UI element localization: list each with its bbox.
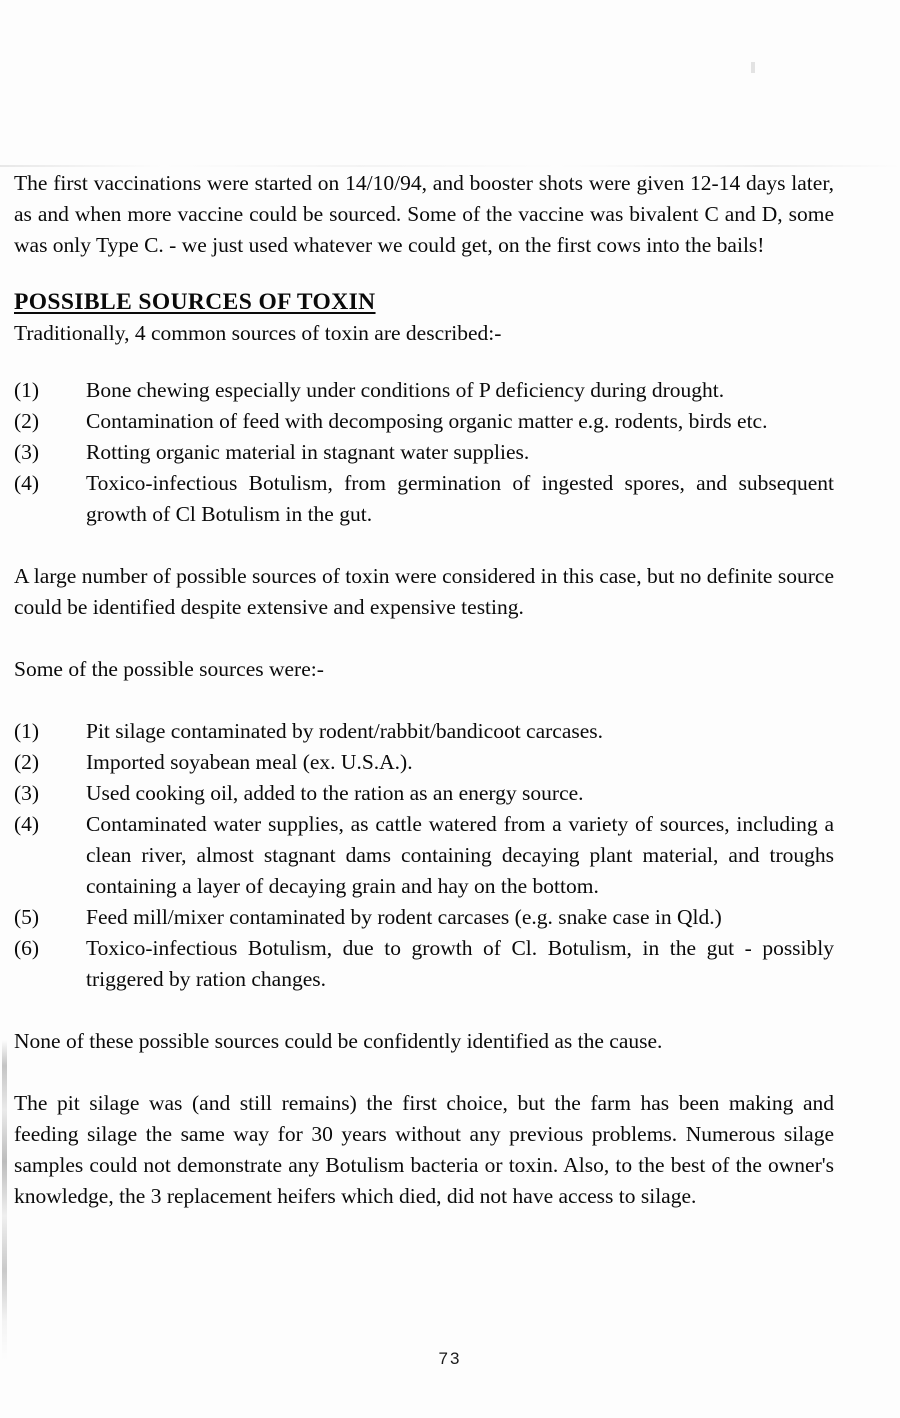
traditional-sources-list	[14, 375, 834, 530]
list-item	[14, 375, 834, 406]
scan-artifact-top-edge	[0, 165, 900, 167]
page-content	[14, 168, 834, 1212]
list-item-marker: (6)	[14, 936, 40, 960]
spacer	[14, 349, 834, 375]
list-item-text: Contamination of feed with decomposing organic matter e.g. rodents, birds etc.	[86, 409, 768, 433]
possible-sources-lead-in: Some of the possible sources were:-	[14, 657, 324, 681]
traditional-sources-lead-in: Traditionally, 4 common sources of toxin are described:-	[14, 321, 502, 345]
list-item-marker: (2)	[14, 750, 40, 774]
none-identified-paragraph: None of these possible sources could be confidently identified as the cause.	[14, 1029, 663, 1053]
spacer	[14, 530, 834, 561]
list-item-text: Rotting organic material in stagnant water supplies.	[86, 440, 530, 464]
list-item-marker: (3)	[14, 781, 40, 805]
spacer	[14, 261, 834, 287]
section-heading: POSSIBLE SOURCES OF TOXIN	[14, 289, 376, 315]
list-item-text: Contaminated water supplies, as cattle watered from a variety of sources, including a clean river, almost stagnant dams containing decaying plant material, and troughs containing a layer of decaying grain and hay on the bottom.	[86, 812, 834, 898]
list-item-text: Pit silage contaminated by rodent/rabbit/bandicoot carcases.	[86, 719, 604, 743]
spacer	[14, 1057, 834, 1088]
list-item-text: Toxico-infectious Botulism, from germination of ingested spores, and subsequent growth of Cl Botulism in the gut.	[86, 471, 834, 526]
possible-sources-list	[14, 716, 834, 995]
list-item-text: Imported soyabean meal (ex. U.S.A.).	[86, 750, 413, 774]
list-item	[14, 933, 834, 995]
spacer	[14, 685, 834, 716]
list-item	[14, 406, 834, 437]
intro-paragraph: The first vaccinations were started on 14/10/94, and booster shots were given 12-14 days later, as and when more vaccine could be sourced. Some of the vaccine was bivalent C and D, some was only Type C. - we just used whatever we could get, on the first cows into the bails!	[14, 171, 834, 257]
scan-artifact-speck	[751, 62, 755, 73]
list-item	[14, 468, 834, 530]
list-item	[14, 747, 834, 778]
list-item-marker: (4)	[14, 812, 40, 836]
spacer	[14, 995, 834, 1026]
list-item	[14, 437, 834, 468]
list-item-marker: (3)	[14, 440, 40, 464]
list-item-marker: (2)	[14, 409, 40, 433]
list-item-text: Bone chewing especially under conditions of P deficiency during drought.	[86, 378, 725, 402]
list-item	[14, 716, 834, 747]
silage-paragraph: The pit silage was (and still remains) the first choice, but the farm has been making and feeding silage the same way for 30 years without any previous problems. Numerous silage samples could not demonstrate any Botulism bacteria or toxin. Also, to the best of the owner's knowledge, the 3 replacement heifers which died, did not have access to silage.	[14, 1091, 834, 1208]
scan-artifact-left-edge	[2, 1040, 7, 1360]
list-item-marker: (1)	[14, 378, 40, 402]
list-item	[14, 902, 834, 933]
list-item-marker: (1)	[14, 719, 40, 743]
list-item-text: Used cooking oil, added to the ration as an energy source.	[86, 781, 584, 805]
list-item	[14, 809, 834, 902]
list-item-marker: (5)	[14, 905, 40, 929]
spacer	[14, 623, 834, 654]
consideration-paragraph: A large number of possible sources of toxin were considered in this case, but no definite source could be identified despite extensive and expensive testing.	[14, 564, 834, 619]
list-item	[14, 778, 834, 809]
list-item-marker: (4)	[14, 471, 40, 495]
list-item-text: Toxico-infectious Botulism, due to growth of Cl. Botulism, in the gut - possibly triggered by ration changes.	[86, 936, 834, 991]
page-number: 73	[438, 1349, 462, 1368]
list-item-text: Feed mill/mixer contaminated by rodent carcases (e.g. snake case in Qld.)	[86, 905, 722, 929]
